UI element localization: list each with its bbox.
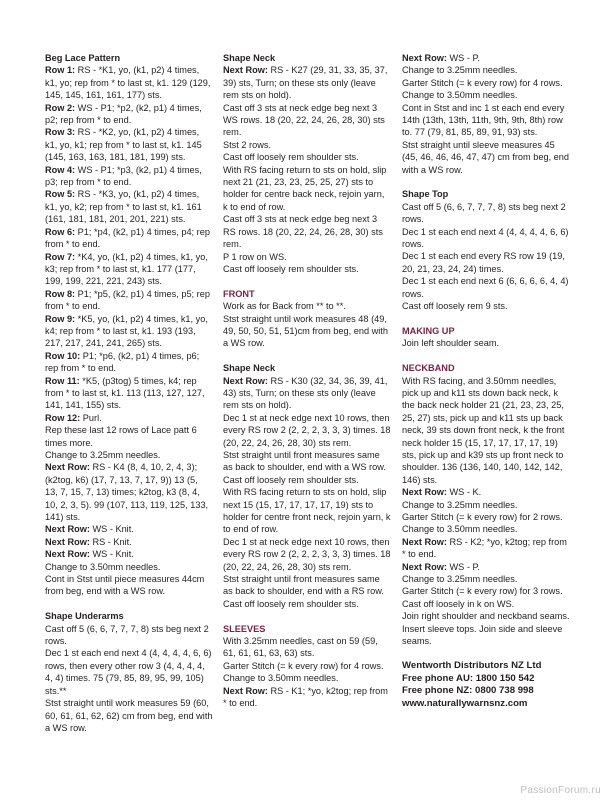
instruction-line: Dec 1 st each end next 4 (4, 4, 4, 4, 6, 6) rows, then every other row 3 (4, 4, 4, 4, 4, 4) times. 75 (79, 85, 89, 95, 99, 105) sts.** xyxy=(45,648,212,696)
instruction-line xyxy=(45,313,213,350)
phone-nz: Free phone NZ: 0800 738 998 xyxy=(402,685,534,697)
instruction-line xyxy=(402,499,572,511)
back-neck-instructions xyxy=(223,64,391,275)
row-text: With RS facing, and 3.50mm needles, pick up and k11 sts down back neck, k the back neck holder 21 (21, 23, 23, 25, 25, 27) sts, pick up and k11 sts up back neck, 39 sts down front neck, k the front neck holder 15 (15, 17, 17, 17, 17, 19) sts, pick up and k39 sts up front neck to shoulder. 136 (136, 140, 140, 142, 142, 146) sts. xyxy=(402,375,565,485)
row-text: Dec 1 st at neck edge next 10 rows, then every RS row 2 (2, 2, 2, 3, 3, 3) times. 18 (20, 22, 24, 26, 28, 30) sts rem. xyxy=(223,412,391,448)
row-text: Cont in Stst until piece measures 44cm from beg, end with a WS row. xyxy=(45,574,205,597)
instruction-line xyxy=(45,226,213,251)
row-text: Cast off loosely rem shoulder sts. xyxy=(223,598,359,609)
instruction-line xyxy=(223,213,391,250)
instruction-line xyxy=(223,449,391,474)
website: www.naturallywarnsnz.com xyxy=(402,698,528,710)
instruction-line xyxy=(223,263,391,275)
instruction-line xyxy=(223,660,391,672)
distributor-info xyxy=(402,660,572,711)
instruction-line xyxy=(402,561,572,573)
instruction-line xyxy=(223,164,391,214)
row-label: Next Row: xyxy=(402,561,447,572)
row-text: Garter Stitch (= k every row) for 3 rows. xyxy=(402,586,563,597)
row-text: Garter Stitch (= k every row) for 4 rows. xyxy=(402,77,563,88)
instruction-line: Stst straight until work measures 48 (49, 49, 50, 50, 51, 51)cm from beg, end with a WS row. xyxy=(223,313,388,349)
instruction-line xyxy=(402,585,572,597)
instruction-line xyxy=(402,573,572,585)
row-text: Stst straight until front measures same as back to shoulder, end with a RS row. xyxy=(223,574,384,597)
row-text: With RS facing return to sts on hold, slip next 15 (15, 17, 17, 17, 17, 19) sts to holder for centre front neck, rejoin yarn, k to end of row. xyxy=(223,487,391,535)
row-text: WS - Knit. xyxy=(89,549,134,560)
instruction-line xyxy=(223,64,391,101)
row-text: Join right shoulder and neckband seams. Insert sleeve tops. Join side and sleeve seams. xyxy=(402,611,570,647)
company-name: Wentworth Distributors NZ Ltd xyxy=(402,659,542,671)
underarm-instructions xyxy=(45,623,213,735)
lace-rows xyxy=(45,64,213,597)
making-up-instructions xyxy=(402,337,572,349)
column-1 xyxy=(45,52,213,734)
instruction-line xyxy=(45,461,213,523)
row-text: Stst straight until front measures same as back to shoulder, end with a WS row. xyxy=(223,449,386,473)
instruction-line xyxy=(223,251,391,263)
sleeves-instructions xyxy=(223,635,391,709)
row-label: Row 2: xyxy=(45,102,76,113)
row-text: Garter Stitch (= k every row) for 2 rows. xyxy=(402,511,563,522)
instruction-line xyxy=(402,52,572,64)
instruction-line xyxy=(45,536,213,548)
instruction-line xyxy=(45,573,213,598)
instruction-line xyxy=(223,139,391,151)
row-label: Row 5: xyxy=(45,189,76,200)
instruction-line xyxy=(45,251,213,288)
row-text: WS - K. xyxy=(446,487,482,498)
row-label: Next Row: xyxy=(45,462,90,473)
row-text: Change to 3.25mm needles. xyxy=(45,450,161,460)
instruction-line: Cast off 5 (6, 6, 7, 7, 7, 8) sts beg next 2 rows. xyxy=(45,623,209,647)
instruction-line xyxy=(402,77,572,89)
row-text: P1; *p4, (k2, p1) 4 times, p4; rep from * to end. xyxy=(45,226,210,250)
row-text: P 1 row on WS. xyxy=(223,251,287,262)
front-shape-neck-heading: Shape Neck xyxy=(223,363,276,374)
row-label: Row 3: xyxy=(45,127,76,138)
instruction-line xyxy=(223,474,391,486)
instruction-line: Cast off loosely rem 9 sts. xyxy=(402,301,508,312)
instruction-line: Join left shoulder seam. xyxy=(402,338,500,349)
row-text: WS - P. xyxy=(446,561,480,572)
instruction-line xyxy=(45,64,213,101)
instruction-line: Dec 1 st each end next 6 (6, 6, 6, 6, 4, 4) rows. xyxy=(402,276,569,299)
instruction-line: Cast off 5 (6, 6, 7, 7, 7, 8) sts beg next 2 rows. xyxy=(402,201,566,225)
row-text: With RS facing return to sts on hold, slip next 21 (21, 23, 23, 25, 25, 27) sts to holder for centre back neck, rejoin yarn, k to end of row. xyxy=(223,164,387,212)
row-label: Next Row: xyxy=(45,524,90,535)
instruction-line xyxy=(223,598,391,610)
instruction-line xyxy=(45,126,213,163)
row-label: Row 6: xyxy=(45,226,76,237)
row-text: Cast off loosely rem shoulder sts. xyxy=(223,263,359,274)
instruction-line xyxy=(45,288,213,313)
instruction-line xyxy=(45,412,213,424)
row-text: RS - Knit. xyxy=(89,536,132,547)
instruction-line xyxy=(45,375,213,412)
row-text: RS - K2; *yo, k2tog; rep from * to end. xyxy=(402,536,567,560)
row-text: Cast off loosely rem shoulder sts. xyxy=(223,152,359,163)
instruction-line xyxy=(45,102,213,127)
row-text: RS - K30 (32, 34, 36, 39, 41, 43) sts, Turn; on these sts only (leave rem sts on hold). xyxy=(223,375,388,411)
instruction-line xyxy=(223,151,391,163)
watermark: PassionForum.ru xyxy=(520,785,601,796)
row-text: P1; *p6, (k2, p1) 4 times, p6; rep from * to end. xyxy=(45,350,200,374)
row-text: RS - *K1, yo, (k1, p2) 4 times, k1, yo; rep from * to last st, k1. 129 (129, 145, 145, 161, 161, 177) sts. xyxy=(45,65,211,101)
row-text: Change to 3.25mm needles. xyxy=(402,65,518,76)
instruction-line xyxy=(45,548,213,560)
row-text: RS - K27 (29, 31, 33, 35, 37, 39) sts, Turn; on these sts only (leave rem sts on hold). xyxy=(223,65,388,101)
row-label: Row 9: xyxy=(45,313,76,324)
instruction-line xyxy=(45,449,213,461)
front-instructions xyxy=(223,300,391,350)
instruction-line xyxy=(402,536,572,561)
instruction-line xyxy=(45,523,213,535)
instruction-line xyxy=(45,561,213,573)
neckband-heading: NECKBAND xyxy=(402,363,455,374)
row-text: *K5, yo, (k1, p2) 4 times, k1, yo, k4; rep from * to last st, k1. 193 (193, 217, 217, 241, 241, 265) sts. xyxy=(45,313,208,349)
row-label: Row 8: xyxy=(45,288,76,299)
beg-lace-heading: Beg Lace Pattern xyxy=(45,53,121,63)
instruction-line xyxy=(402,486,572,498)
row-text: RS - *K3, yo, (k1, p2) 4 times, k1, yo, k2; rep from * to last st, k1. 161 (161, 181, 181, 201, 201, 221) sts. xyxy=(45,189,202,225)
row-label: Row 4: xyxy=(45,164,76,175)
row-text: Change to 3.50mm needles. xyxy=(223,673,339,684)
row-label: Next Row: xyxy=(402,487,447,498)
row-label: Row 7: xyxy=(45,251,76,262)
column-2 xyxy=(223,52,391,709)
row-text: With 3.25mm needles, cast on 59 (59, 61, 61, 61, 63, 63) sts. xyxy=(223,636,378,659)
instruction-line xyxy=(402,598,572,610)
instruction-line xyxy=(223,635,391,660)
row-label: Next Row: xyxy=(223,65,268,76)
instruction-line xyxy=(402,375,572,487)
row-text: Garter Stitch (= k every row) for 4 rows. xyxy=(223,660,384,671)
phone-au: Free phone AU: 1800 150 542 xyxy=(402,672,535,684)
sleeves-heading: SLEEVES xyxy=(223,623,266,634)
row-text: Change to 3.50mm needles. xyxy=(45,561,161,572)
instruction-line: Dec 1 st each end every RS row 19 (19, 20, 21, 23, 24, 24) times. xyxy=(402,251,565,274)
row-text: Change to 3.25mm needles. xyxy=(402,499,518,510)
row-text: WS - P1; *p3, (k2, p1) 4 times, p3; rep from * to end. xyxy=(45,164,202,188)
instruction-line xyxy=(402,139,572,176)
row-text: Change to 3.25mm needles. xyxy=(402,574,518,585)
instruction-line xyxy=(45,424,213,449)
row-text: P1; *p5, (k2, p1) 4 times, p5; rep from * to end. xyxy=(45,288,210,312)
row-text: *K5, (p3tog) 5 times, k4; rep from * to last st, k1. 113 (113, 127, 127, 141, 141, 155) sts. xyxy=(45,375,205,411)
row-text: WS - P1; *p2, (k2, p1) 4 times, p2; rep from * to end. xyxy=(45,102,202,126)
row-text: Change to 3.50mm needles. xyxy=(402,90,518,101)
instruction-line xyxy=(402,102,572,139)
row-label: Next Row: xyxy=(402,536,447,547)
row-label: Next Row: xyxy=(223,375,268,386)
row-label: Row 12: xyxy=(45,412,81,423)
instruction-line xyxy=(223,375,391,412)
instruction-line: Work as for Back from ** to **. xyxy=(223,301,346,312)
instruction-line xyxy=(402,64,572,76)
row-text: Change to 3.50mm needles. xyxy=(402,524,518,535)
row-text: RS - K4 (8, 4, 10, 2, 4, 3); (k2tog, k6) (17, 7, 13, 7, 17, 9)) 13 (5, 13, 7, 15, 7, 13) times; k2tog, k3 (8, 4, 10, 2, 3, 5). 99 (107, 113, 119, 125, 133, 141) sts. xyxy=(45,462,209,523)
shape-underarms-heading: Shape Underarms xyxy=(45,611,124,622)
instruction-line xyxy=(402,610,572,647)
row-label: Next Row: xyxy=(223,685,268,696)
row-text: Cont in Stst and inc 1 st each end every 14th (13th, 13th, 11th, 9th, 9th, 8th) row to. 77 (79, 81, 85, 89, 91, 93) sts. xyxy=(402,102,565,138)
row-text: RS - K1; *yo, k2tog; rep from * to end. xyxy=(223,685,388,709)
instruction-line xyxy=(223,672,391,684)
row-text: WS - P. xyxy=(446,53,480,63)
sleeve-cont-instructions xyxy=(402,52,572,176)
row-text: Stst straight until sleeve measures 45 (45, 46, 46, 46, 47, 47) cm from beg, end with a WS row. xyxy=(402,139,570,175)
shape-top-heading: Shape Top xyxy=(402,189,449,200)
row-text: RS - *K2, yo, (k1, p2) 4 times, k1, yo, k1; rep from * to last st, k1. 145 (145, 163, 163, 181, 181, 199) sts. xyxy=(45,127,202,163)
row-text: Cast off loosely rem shoulder sts. xyxy=(223,474,359,485)
row-label: Next Row: xyxy=(45,536,90,547)
instruction-line xyxy=(45,188,213,225)
row-label: Row 1: xyxy=(45,65,76,76)
row-text: *K4, yo, (k1, p2) 4 times, k1, yo, k3; rep from * to last st, k1. 177 (177, 199, 199, 221, 221, 243) sts. xyxy=(45,251,208,287)
instruction-line xyxy=(45,164,213,189)
instruction-line xyxy=(223,536,391,573)
shape-top-instructions xyxy=(402,201,572,313)
neckband-instructions xyxy=(402,375,572,648)
front-heading: FRONT xyxy=(223,288,255,299)
row-label: Row 11: xyxy=(45,375,80,386)
instruction-line xyxy=(223,573,391,598)
instruction-line xyxy=(223,102,391,139)
row-text: Purl. xyxy=(80,412,102,423)
instruction-line xyxy=(223,685,391,710)
row-text: Stst 2 rows. xyxy=(223,139,271,150)
instruction-line xyxy=(402,523,572,535)
row-text: Cast off loosely in k on WS. xyxy=(402,598,515,609)
shape-neck-heading: Shape Neck xyxy=(223,53,276,63)
row-text: Cast off 3 sts at neck edge beg next 3 RS rows. 18 (20, 22, 24, 26, 28, 30) sts rem. xyxy=(223,214,383,250)
row-label: Row 10: xyxy=(45,350,81,361)
front-neck-instructions xyxy=(223,375,391,611)
instruction-line: Stst straight until work measures 59 (60, 60, 61, 61, 62, 62) cm from beg, end with a WS row. xyxy=(45,698,213,733)
instruction-line: Dec 1 st each end next 4 (4, 4, 4, 4, 6, 6) rows. xyxy=(402,226,569,250)
row-label: Next Row: xyxy=(402,53,447,63)
row-text: Cast off 3 sts at neck edge beg next 3 WS rows. 18 (20, 22, 24, 26, 28, 30) sts rem. xyxy=(223,102,385,138)
instruction-line xyxy=(402,511,572,523)
instruction-line xyxy=(223,412,391,449)
instruction-line xyxy=(223,486,391,536)
row-text: Dec 1 st at neck edge next 10 rows, then every RS row 2 (2, 2, 2, 3, 3, 3) times. 18 (20, 22, 24, 26, 28, 30) sts rem. xyxy=(223,536,391,572)
row-text: WS - Knit. xyxy=(89,524,134,535)
row-label: Next Row: xyxy=(45,549,90,560)
making-up-heading: MAKING UP xyxy=(402,325,455,336)
instruction-line xyxy=(45,350,213,375)
column-3 xyxy=(402,52,572,711)
row-text: Rep these last 12 rows of Lace patt 6 times more. xyxy=(45,425,197,448)
instruction-line xyxy=(402,89,572,101)
